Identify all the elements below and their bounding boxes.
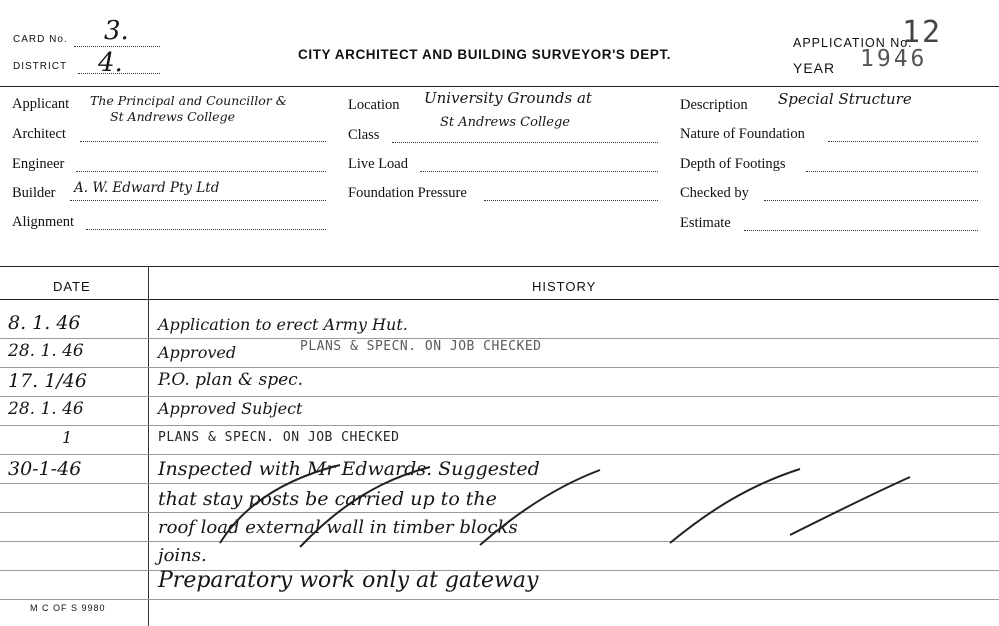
history-text: Inspected with Mr Edwards. Suggested bbox=[158, 458, 540, 480]
alignment-label: Alignment bbox=[12, 214, 75, 230]
checked-stamp: PLANS & SPECN. ON JOB CHECKED bbox=[300, 339, 542, 354]
builder-value: A. W. Edward Pty Ltd bbox=[74, 180, 220, 196]
nature-of-foundation-label: Nature of Foundation bbox=[680, 126, 805, 142]
ruled-line bbox=[0, 367, 999, 368]
applicant-label: Applicant bbox=[12, 96, 70, 112]
application-number: 12 bbox=[902, 15, 943, 50]
class-label: Class bbox=[348, 127, 380, 143]
date-column-header: DATE bbox=[53, 279, 91, 294]
foundation-pressure-line bbox=[484, 200, 658, 201]
builder-line bbox=[70, 200, 326, 201]
estimate-label: Estimate bbox=[680, 215, 731, 231]
foundation-pressure-label: Foundation Pressure bbox=[348, 185, 467, 201]
cross-out-scribble bbox=[150, 455, 950, 555]
history-top-rule bbox=[0, 266, 999, 267]
ruled-line bbox=[0, 396, 999, 397]
ruled-line bbox=[0, 599, 999, 600]
district-value: 4. bbox=[98, 48, 123, 78]
description-label: Description bbox=[680, 97, 748, 113]
location-value-line2: St Andrews College bbox=[440, 115, 570, 130]
history-text: Application to erect Army Hut. bbox=[158, 315, 408, 334]
history-text: Approved Subject bbox=[158, 399, 303, 418]
card-number-line bbox=[74, 46, 160, 47]
estimate-line bbox=[744, 230, 978, 231]
history-text: Preparatory work only at gateway bbox=[158, 568, 539, 593]
history-text: that stay posts be carried up to the bbox=[158, 488, 497, 510]
depth-of-footings-line bbox=[806, 171, 978, 172]
history-header-rule bbox=[0, 299, 999, 300]
history-column-header: HISTORY bbox=[532, 279, 597, 294]
district-label: DISTRICT bbox=[13, 61, 68, 72]
history-date: 8. 1. 46 bbox=[8, 312, 81, 334]
architect-label: Architect bbox=[12, 126, 66, 142]
application-label: APPLICATION No. bbox=[793, 36, 913, 50]
date-column-divider bbox=[148, 266, 149, 626]
live-load-line bbox=[420, 171, 658, 172]
engineer-label: Engineer bbox=[12, 156, 65, 172]
architect-line bbox=[80, 141, 326, 142]
location-value-line1: University Grounds at bbox=[424, 89, 592, 107]
builder-label: Builder bbox=[12, 185, 56, 201]
ruled-line bbox=[0, 425, 999, 426]
year-value: 1946 bbox=[860, 46, 928, 72]
header-divider bbox=[0, 86, 999, 87]
history-text: roof load external wall in timber blocks bbox=[158, 517, 518, 538]
department-title: CITY ARCHITECT AND BUILDING SURVEYOR'S DEPT. bbox=[298, 47, 672, 62]
history-date: 17. 1/46 bbox=[8, 370, 87, 392]
checked-by-label: Checked by bbox=[680, 185, 749, 201]
depth-of-footings-label: Depth of Footings bbox=[680, 156, 786, 172]
card-number-label: CARD No. bbox=[13, 34, 68, 45]
location-label: Location bbox=[348, 97, 400, 113]
applicant-value-line1: The Principal and Councillor & bbox=[90, 93, 287, 108]
year-label: YEAR bbox=[793, 60, 836, 76]
checked-stamp: PLANS & SPECN. ON JOB CHECKED bbox=[158, 430, 400, 445]
alignment-line bbox=[86, 229, 326, 230]
history-text: Approved bbox=[158, 343, 237, 362]
history-date: 1 bbox=[62, 428, 73, 447]
applicant-value-line2: St Andrews College bbox=[110, 109, 235, 124]
nature-of-foundation-line bbox=[828, 141, 978, 142]
card-number-value: 3. bbox=[104, 16, 129, 46]
form-code: M C OF S 9980 bbox=[30, 603, 106, 613]
history-date: 28. 1. 46 bbox=[8, 341, 84, 361]
class-line bbox=[392, 142, 658, 143]
live-load-label: Live Load bbox=[348, 156, 408, 172]
history-date: 30-1-46 bbox=[8, 458, 82, 480]
engineer-line bbox=[76, 171, 326, 172]
checked-by-line bbox=[764, 200, 978, 201]
history-text: joins. bbox=[158, 545, 207, 566]
description-value: Special Structure bbox=[778, 90, 912, 108]
history-date: 28. 1. 46 bbox=[8, 399, 84, 419]
history-text: P.O. plan & spec. bbox=[158, 370, 304, 390]
